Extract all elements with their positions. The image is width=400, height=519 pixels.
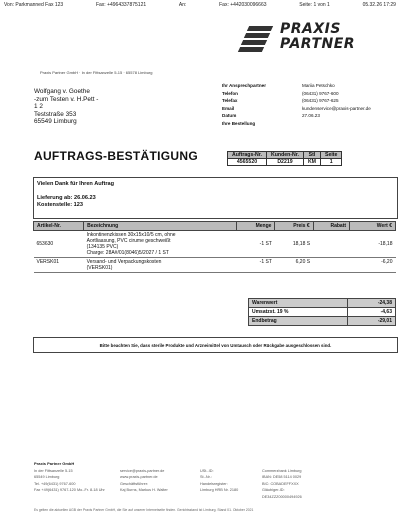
col-header: Preis € [275, 222, 313, 231]
delivery-date: Lieferung ab: 26.06.23 [37, 195, 96, 201]
total-row: Warenwert -24,38 [249, 299, 396, 308]
items-table [33, 221, 396, 273]
company-logo [240, 22, 390, 62]
order-info-table [227, 151, 342, 166]
fax-from: Fax: +4964337875121 [95, 2, 147, 8]
fax-to: Fax: +442030096663 [219, 2, 267, 8]
cost-center: Kostenstelle: 123 [37, 202, 84, 208]
total-row: Endbetrag -29,01 [249, 317, 396, 326]
footer-terms: Es gelten die aktuellen AGB der Praxis Partner GmbH, die Sie auf unserer Internetseite finden. Gerichtsstand ist Limburg. Stand 01. Oktober 2021 [34, 508, 254, 512]
recipient-street: Teststraße 353 [34, 110, 77, 118]
contact-row: Telefax (06431) 9767-625 [222, 98, 339, 103]
logo-text: PRAXIS PARTNER [280, 21, 356, 52]
thanks-line: Vielen Dank für Ihren Auftrag [37, 181, 115, 187]
document-title: AUFTRAGS-BESTÄTIGUNG [34, 149, 198, 163]
footer-col-bank: Commerzbank Limburg IBAN: DE58 5114 0029 BIC: COBADEFFXXX Gläubiger-ID: DE34ZZZ00000494926 [262, 469, 302, 499]
table-row: 653630 Inkontinenzkissen 30x15x10/5 cm, ohne Aortliaasung, PVC cirume geschweißt (134135 PVC) Charge: 28A#/01(8046)5/2027 / 1 ST -1 ST 18,18 S -18,18 [34, 231, 396, 258]
return-policy-note: Bitte beachten Sie, dass sterile Produkte und Arzneimittel von Umtausch oder Rückgabe ausgeschlossen sind. [33, 337, 398, 353]
col-header: Wert € [350, 222, 396, 231]
order-value-cell: KM [303, 159, 320, 166]
order-header-cell: Auftrags-Nr. [228, 152, 267, 159]
fax-left: Von: Parkmanned Fax 123 [4, 2, 64, 8]
fax-an: An: [178, 2, 187, 8]
order-header-cell: Kunden-Nr. [266, 152, 303, 159]
contact-row: Email kundenservice@praxis-partner.de [222, 105, 371, 111]
col-header: Rabatt [313, 222, 349, 231]
fax-datetime: 05.32.26 17:29 [362, 2, 396, 8]
contact-row: Ihre Bestellung [222, 120, 256, 126]
recipient-address [34, 88, 98, 126]
contact-block [222, 82, 392, 127]
order-value-cell: D2219 [266, 159, 303, 166]
contact-row: Telefon (06431) 9767-600 [222, 90, 339, 96]
totals-table [248, 298, 396, 326]
col-header: Bezeichnung [84, 222, 237, 231]
fax-header [4, 2, 396, 10]
col-header: Menge [237, 222, 275, 231]
recipient-line2: -zum Testen v. H.Pett - [34, 95, 99, 103]
order-header-cell: Stl [303, 152, 320, 159]
recipient-city: 65549 Limburg [34, 118, 77, 126]
footer-company: Praxis Partner GmbH [34, 461, 75, 466]
col-header: Artikel-Nr. [34, 222, 84, 231]
footer-col-address: In der Fittsanzelle 5-15 65549 Limburg Tel. +49(6431) 9767-600 Fax +49(6431) 9767-120 Mo.-Fr. 8-18 Uhr [34, 469, 105, 493]
contact-row: Ihr Ansprechpartner Mariia Petschko [222, 83, 335, 88]
sender-line: Praxis Partner GmbH · In der Fittsanzelle 5-15 · 65578 Limburg [40, 70, 153, 75]
order-value-cell: 4565520 [228, 159, 267, 166]
footer-col-register: USt.-ID: St.-Nr.: Handelsregister: Limburg HRB Nr. 2180 [200, 469, 239, 493]
table-row: VERSK01 Versand- und Verpackungskosten (VERSK01) -1 ST 6,20 S -6,20 [34, 258, 396, 273]
recipient-line3: 1 2 [34, 103, 43, 111]
order-header-cell: Seite [321, 152, 342, 159]
thanks-box [33, 177, 398, 219]
footer-col-contact: service@praxis-partner.de www.praxis-partner.de Geschäftsführer: Kaj Burns, Markus H. Walter [120, 469, 168, 493]
total-row: Umsatzst. 19 % -4,63 [249, 308, 396, 317]
fax-page: Seite: 1 von 1 [299, 2, 330, 8]
order-value-cell: 1 [321, 159, 342, 166]
recipient-name: Wolfgang v. Goethe [34, 88, 90, 95]
contact-row: Datum 27.06.23 [222, 113, 320, 118]
